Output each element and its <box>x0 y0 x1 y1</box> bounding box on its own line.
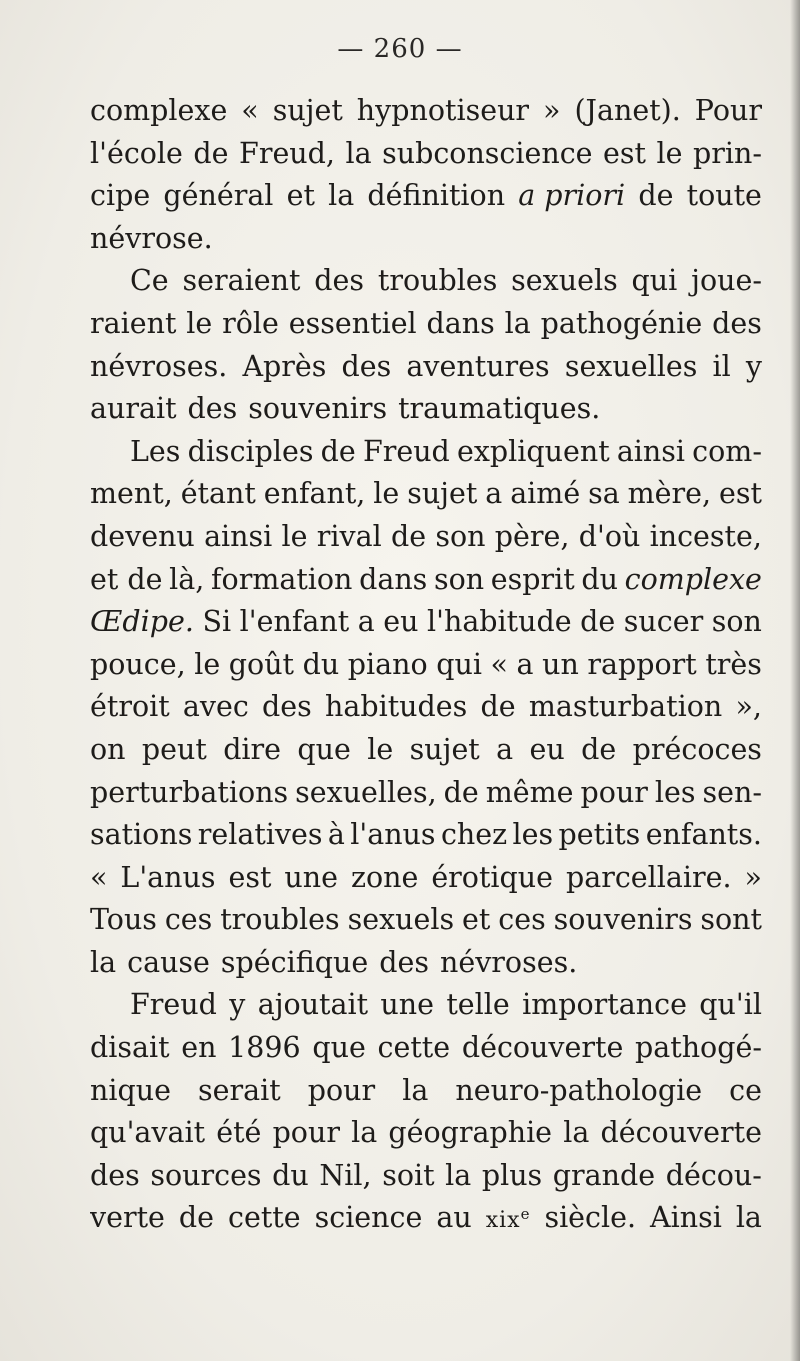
word: du <box>581 562 618 596</box>
word: Tous <box>90 903 157 937</box>
word: est <box>719 477 762 511</box>
word: de <box>391 519 427 553</box>
word: qu'avait <box>90 1116 206 1150</box>
word: avec <box>182 690 249 724</box>
word: sucer <box>623 605 704 639</box>
word: traumatiques. <box>398 392 601 426</box>
text-line <box>90 644 762 687</box>
word: telle <box>446 988 510 1022</box>
word: cette <box>377 1031 451 1065</box>
word: névrose. <box>90 221 213 255</box>
word: est <box>228 860 272 894</box>
word: soit <box>382 1158 435 1192</box>
text-line <box>90 1112 762 1155</box>
word: y <box>229 988 246 1022</box>
word: essentiel <box>288 306 417 340</box>
word: xixe <box>485 1205 531 1234</box>
word: parcellaire. <box>565 860 732 894</box>
word: rival <box>316 519 382 553</box>
word: la <box>504 306 531 340</box>
word: du <box>272 1158 309 1192</box>
word: joue- <box>691 264 762 298</box>
word: sujet <box>409 732 480 766</box>
word: » <box>543 94 561 127</box>
word: l'enfant <box>239 605 350 639</box>
word: a <box>357 605 375 639</box>
word: un <box>542 647 579 681</box>
word: là, <box>169 562 205 596</box>
word: complexe <box>90 94 228 127</box>
word: grande <box>552 1158 656 1192</box>
word: aimé <box>510 477 581 511</box>
word: géographie <box>388 1116 553 1150</box>
word: pouce, <box>90 647 186 681</box>
word: de <box>178 1201 215 1235</box>
word: a <box>496 732 514 766</box>
word: l'anus <box>350 818 436 852</box>
word: dans <box>359 562 428 596</box>
word: son <box>711 605 762 639</box>
word: enfants. <box>645 818 762 852</box>
word: eu <box>383 605 419 639</box>
word: le <box>186 306 213 340</box>
word: mère, <box>627 477 712 511</box>
word: 1896 <box>228 1031 301 1065</box>
word: des <box>90 1158 140 1192</box>
word: qui <box>436 647 482 681</box>
word: Après <box>242 349 327 383</box>
text-line <box>90 90 762 133</box>
word: piano <box>347 647 428 681</box>
word: raient <box>90 306 177 340</box>
word: nique <box>90 1073 171 1107</box>
word: père, <box>494 519 570 553</box>
word: spécifique <box>220 945 369 979</box>
word: expliquent <box>456 434 610 468</box>
word: devenu <box>90 519 195 553</box>
word: que <box>297 732 351 766</box>
text-line <box>90 1027 762 1070</box>
text-line <box>90 857 762 900</box>
word: seraient <box>182 264 301 298</box>
text-line <box>90 346 762 389</box>
body-text <box>90 90 762 1240</box>
word: précoces <box>632 732 762 766</box>
word: sations <box>90 818 193 852</box>
word: les <box>654 775 696 809</box>
word: cette <box>228 1201 301 1235</box>
word: disciples <box>187 434 314 468</box>
word: de <box>443 775 479 809</box>
word: du <box>302 647 340 681</box>
word: L'anus <box>120 860 216 894</box>
word: l'habitude <box>427 605 572 639</box>
word: Freud, <box>239 136 335 170</box>
word: science <box>314 1201 423 1235</box>
word: neuro-pathologie <box>455 1073 703 1107</box>
text-line <box>90 516 762 559</box>
word: relatives <box>197 818 323 852</box>
word: des <box>379 945 429 979</box>
word: il <box>712 349 731 383</box>
word: la <box>345 136 372 170</box>
word: la <box>445 1158 472 1192</box>
word: eu <box>529 732 565 766</box>
word: pour <box>272 1116 340 1150</box>
word: Pour <box>694 94 762 127</box>
word: enfant, <box>263 477 366 511</box>
word: de <box>480 690 516 724</box>
word: perturbations <box>90 775 289 809</box>
word: sont <box>700 903 762 937</box>
word: aurait <box>90 392 177 426</box>
word: goût <box>228 647 295 681</box>
word: est <box>603 136 646 170</box>
word: sen- <box>702 775 762 809</box>
word: que <box>312 1031 366 1065</box>
word: complexe <box>624 562 762 596</box>
word: masturbation <box>528 690 723 724</box>
word: et <box>462 903 491 937</box>
word: Nil, <box>319 1158 372 1192</box>
word: ces <box>498 903 546 937</box>
text-line <box>90 260 762 303</box>
word: des <box>712 306 762 340</box>
word: ainsi <box>616 434 686 468</box>
word: pathogénie <box>540 306 703 340</box>
word: (Janet). <box>574 94 681 127</box>
word: inceste, <box>649 519 762 553</box>
text-line <box>90 218 762 261</box>
word: étroit <box>90 690 170 724</box>
word: définition <box>367 179 506 213</box>
word: sexuelles <box>564 349 698 383</box>
word: d'où <box>578 519 641 553</box>
word: verte <box>90 1201 165 1235</box>
word: toute <box>686 179 762 213</box>
word: on <box>90 732 126 766</box>
word: souvenirs <box>553 903 693 937</box>
word: de <box>638 179 674 213</box>
word: de <box>320 434 356 468</box>
page-edge-shadow <box>790 0 800 1361</box>
word: de <box>580 605 616 639</box>
word: la <box>563 1116 590 1150</box>
word: de <box>581 732 617 766</box>
word: formation <box>210 562 353 596</box>
text-line <box>90 1070 762 1113</box>
word: découverte <box>600 1116 762 1150</box>
word: siècle. <box>544 1201 637 1235</box>
word: Si <box>202 605 232 639</box>
word: serait <box>198 1073 281 1107</box>
word: esprit <box>490 562 575 596</box>
word: à <box>327 818 345 852</box>
word: y <box>745 349 762 383</box>
word: com- <box>692 434 762 468</box>
text-line <box>90 601 762 644</box>
page-number: — 260 — <box>337 34 463 64</box>
word: pour <box>307 1073 376 1107</box>
word: des <box>341 349 392 383</box>
word: le <box>281 519 308 553</box>
text-line <box>90 772 762 815</box>
word: ment, <box>90 477 173 511</box>
word: a <box>485 477 503 511</box>
word: pour <box>580 775 648 809</box>
word: « <box>90 860 108 894</box>
word: Freud <box>362 434 450 468</box>
word: Œdipe. <box>90 605 194 639</box>
word: ainsi <box>204 519 273 553</box>
word: la <box>328 179 355 213</box>
word: », <box>735 690 762 724</box>
word: sexuels <box>347 903 455 937</box>
word: des <box>314 264 365 298</box>
word: a priori <box>518 179 626 213</box>
word: chez <box>440 818 508 852</box>
word: le <box>656 136 683 170</box>
word: au <box>436 1201 472 1235</box>
word: le <box>194 647 221 681</box>
word: même <box>485 775 574 809</box>
word: son <box>433 562 485 596</box>
word: zone <box>350 860 419 894</box>
word: érotique <box>431 860 553 894</box>
word: une <box>380 988 434 1022</box>
word: décou- <box>665 1158 762 1192</box>
word: dire <box>223 732 282 766</box>
word: peut <box>141 732 207 766</box>
text-line <box>90 984 762 1027</box>
text-line <box>90 814 762 857</box>
word: découverte <box>461 1031 624 1065</box>
word: très <box>705 647 762 681</box>
word: ce <box>729 1073 762 1107</box>
word: cause <box>127 945 210 979</box>
word: a <box>516 647 534 681</box>
word: « <box>490 647 508 681</box>
word: la <box>351 1116 378 1150</box>
word: sexuels <box>511 264 618 298</box>
word: névroses. <box>439 945 578 979</box>
word: qu'il <box>699 988 762 1022</box>
word: le <box>373 477 400 511</box>
word: sujet <box>407 477 478 511</box>
text-line <box>90 686 762 729</box>
word: plus <box>481 1158 543 1192</box>
word: Ce <box>130 264 169 298</box>
word: cipe <box>90 179 151 213</box>
word: Freud <box>130 988 217 1022</box>
word: rapport <box>587 647 697 681</box>
word: général <box>163 179 274 213</box>
word: qui <box>631 264 678 298</box>
word: pathogé- <box>635 1031 762 1065</box>
text-line <box>90 1155 762 1198</box>
word: sexuelles, <box>295 775 437 809</box>
word: ajoutait <box>257 988 369 1022</box>
word: le <box>367 732 394 766</box>
text-line <box>90 431 762 474</box>
word: importance <box>522 988 687 1022</box>
word: en <box>181 1031 217 1065</box>
word: « <box>241 94 259 127</box>
word: troubles <box>220 903 340 937</box>
text-line <box>90 388 762 431</box>
word: disait <box>90 1031 170 1065</box>
word: et de <box>90 562 163 596</box>
word: habitudes <box>325 690 468 724</box>
text-line <box>90 175 762 218</box>
word: sources <box>150 1158 262 1192</box>
word: Ainsi <box>650 1201 722 1235</box>
text-line <box>90 1197 762 1240</box>
word: névroses. <box>90 349 228 383</box>
word: petits <box>558 818 641 852</box>
word: des <box>187 392 238 426</box>
word: ces <box>164 903 213 937</box>
word: aventures <box>406 349 550 383</box>
text-line <box>90 133 762 176</box>
word: la <box>402 1073 429 1107</box>
word: de <box>193 136 229 170</box>
word: étant <box>180 477 256 511</box>
word: Les <box>130 434 181 468</box>
word: troubles <box>377 264 498 298</box>
word: souvenirs <box>248 392 388 426</box>
word: l'école <box>90 136 183 170</box>
text-line <box>90 942 762 985</box>
word: été <box>216 1116 262 1150</box>
word: rôle <box>222 306 279 340</box>
word: sujet <box>272 94 343 127</box>
word: hypnotiseur <box>356 94 530 127</box>
word: la <box>735 1201 762 1235</box>
word: des <box>262 690 312 724</box>
word: sa <box>588 477 620 511</box>
word: dans <box>426 306 495 340</box>
text-line <box>90 899 762 942</box>
word: la <box>90 945 117 979</box>
word: son <box>435 519 486 553</box>
text-line <box>90 473 762 516</box>
text-line <box>90 559 762 602</box>
word: une <box>284 860 338 894</box>
word: subconscience <box>382 136 593 170</box>
word: les <box>512 818 554 852</box>
text-line <box>90 729 762 772</box>
word: et <box>286 179 315 213</box>
word: prin- <box>692 136 762 170</box>
word: » <box>744 860 762 894</box>
text-line <box>90 303 762 346</box>
